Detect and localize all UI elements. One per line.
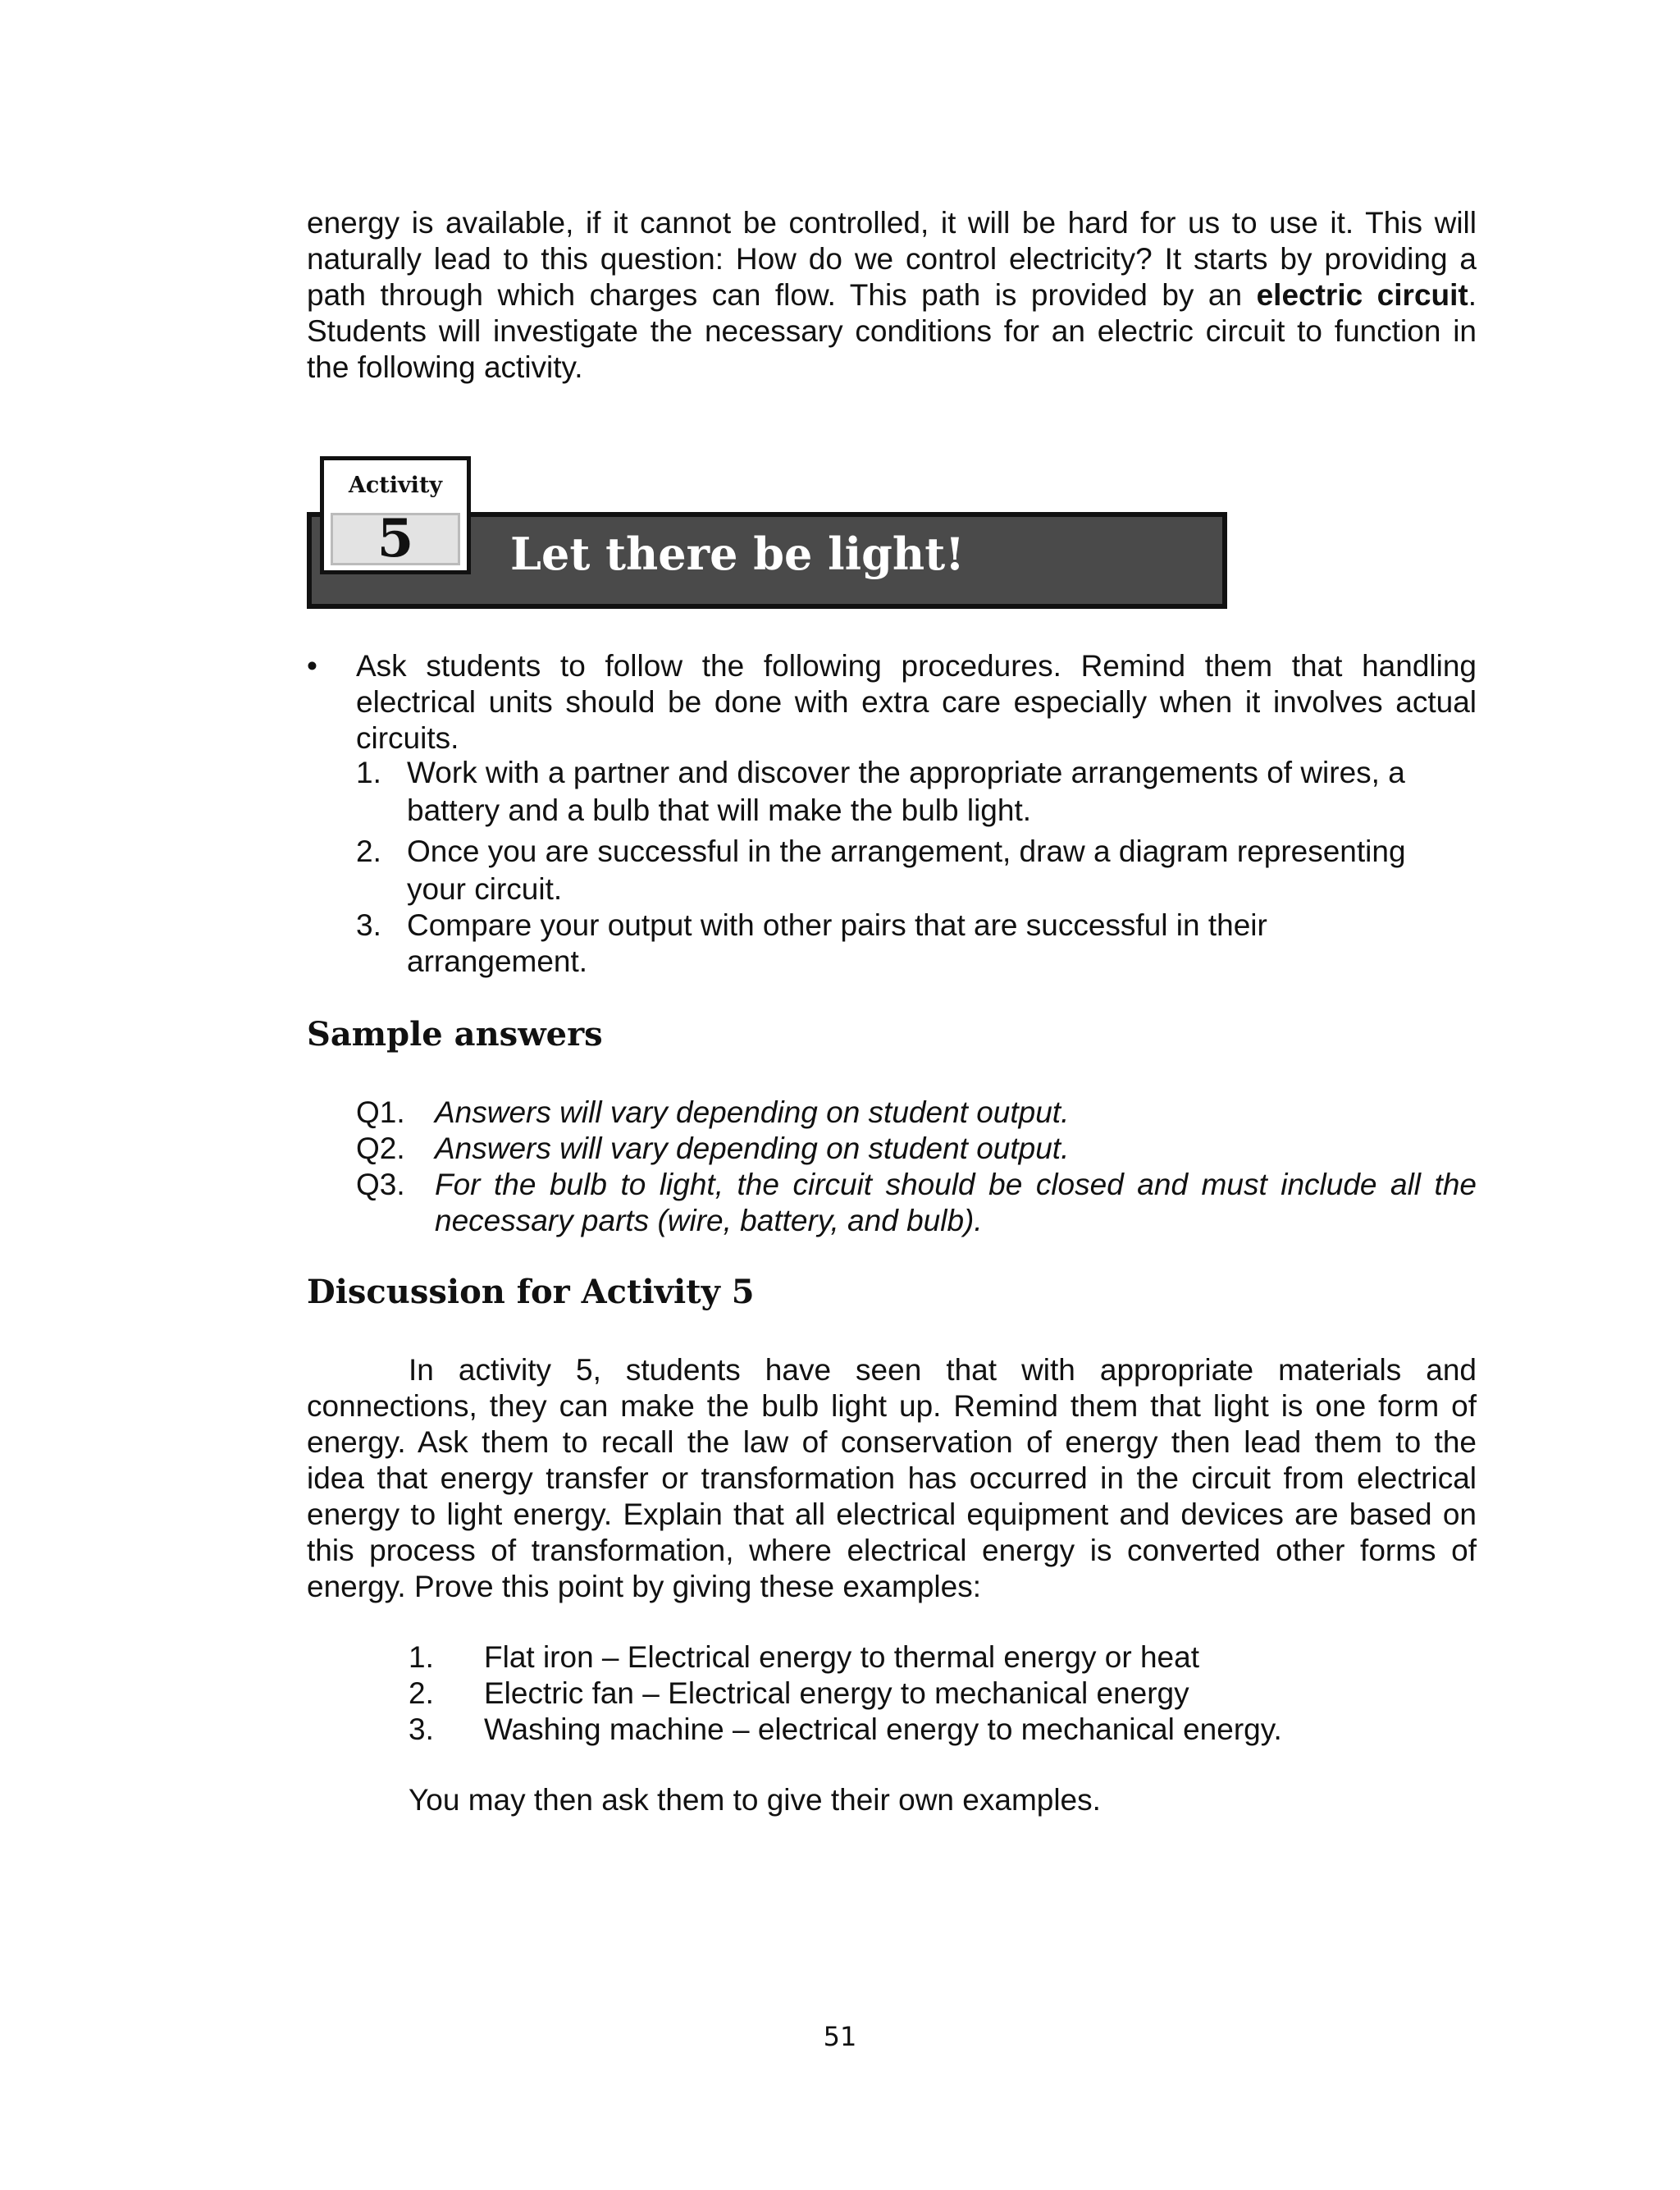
- q1-label: Q1.: [356, 1095, 405, 1129]
- activity-label: Activity: [348, 473, 443, 498]
- intro-line-3: [307, 277, 1477, 313]
- page-number: 51: [823, 2021, 857, 2052]
- example-3-text: Washing machine – electrical energy to mechanical energy.: [484, 1712, 1282, 1746]
- intro-line-5: the following activity.: [307, 350, 583, 384]
- q3-answer: [435, 1167, 1477, 1239]
- q2-label: Q2.: [356, 1132, 405, 1165]
- discussion-line-7: energy. Prove this point by giving these examples:: [307, 1570, 981, 1603]
- step-1: [407, 755, 1477, 829]
- step-1-number: 1.: [356, 756, 381, 789]
- activity-number: 5: [331, 513, 460, 565]
- example-2-number: 2.: [409, 1676, 434, 1710]
- activity-badge: [320, 456, 471, 574]
- intro-line-2: naturally lead to this question: How do we control electricity? It starts by providing a: [307, 242, 1477, 276]
- step-2: [407, 834, 1477, 908]
- q3-answer-line-2: necessary parts (wire, battery, and bulb).: [435, 1204, 983, 1237]
- closing-text: You may then ask them to give their own examples.: [409, 1783, 1101, 1817]
- discussion-paragraph: [307, 1352, 1477, 1605]
- procedure-intro: [356, 648, 1477, 757]
- example-3-number: 3.: [409, 1712, 434, 1746]
- discussion-heading: Discussion for Activity 5: [307, 1273, 755, 1311]
- step-3-number: 3.: [356, 908, 381, 942]
- step-1-line-1: Work with a partner and discover the appropriate arrangements of wires, a: [407, 756, 1405, 789]
- bullet-icon: •: [307, 649, 317, 683]
- example-1-number: 1.: [409, 1640, 434, 1674]
- step-2-line-2: your circuit.: [407, 872, 563, 906]
- step-3-line-2: arrangement.: [407, 944, 588, 978]
- q1-answer-line: Answers will vary depending on student output.: [435, 1095, 1070, 1129]
- discussion-line-2: connections, they can make the bulb light up. Remind them that light is one form of: [307, 1389, 1477, 1423]
- step-3-line-1: Compare your output with other pairs that are successful in their: [407, 908, 1267, 942]
- procedure-intro-line-1: Ask students to follow the following procedures. Remind them that handling: [356, 649, 1477, 683]
- step-2-line-1: Once you are successful in the arrangement, draw a diagram representing: [407, 834, 1406, 868]
- discussion-line-5: energy to light energy. Explain that all electrical equipment and devices are based on: [307, 1497, 1477, 1531]
- q3-answer-line-1: For the bulb to light, the circuit should be closed and must include all the: [435, 1168, 1477, 1201]
- activity-title: Let there be light!: [510, 528, 965, 580]
- step-3: [407, 908, 1477, 980]
- procedure-intro-line-2: electrical units should be done with extra care especially when it involves actual: [356, 685, 1477, 719]
- intro-line-3-text: path through which charges can flow. This path is provided by an: [307, 278, 1257, 312]
- example-1-text: Flat iron – Electrical energy to thermal energy or heat: [484, 1640, 1199, 1674]
- discussion-line-6: this process of transformation, where electrical energy is converted other forms of: [307, 1534, 1477, 1567]
- discussion-line-1: In activity 5, students have seen that with appropriate materials and: [409, 1353, 1477, 1387]
- discussion-line-3: energy. Ask them to recall the law of conservation of energy then lead them to the: [307, 1425, 1477, 1459]
- example-2-text: Electric fan – Electrical energy to mechanical energy: [484, 1676, 1189, 1710]
- intro-line-4: Students will investigate the necessary conditions for an electric circuit to function in: [307, 314, 1477, 348]
- electric-circuit-term: electric circuit: [1256, 278, 1468, 312]
- q2-answer: [435, 1131, 1477, 1167]
- discussion-line-4: idea that energy transfer or transformation has occurred in the circuit from electrical: [307, 1461, 1477, 1495]
- step-1-line-2: battery and a bulb that will make the bulb light.: [407, 793, 1032, 827]
- intro-line-1: energy is available, if it cannot be controlled, it will be hard for us to use it. This will: [307, 206, 1477, 240]
- sample-answers-heading: Sample answers: [307, 1015, 603, 1054]
- procedure-intro-line-3: circuits.: [356, 721, 459, 755]
- q1-answer: [435, 1095, 1477, 1131]
- q2-answer-line: Answers will vary depending on student output.: [435, 1132, 1070, 1165]
- step-2-number: 2.: [356, 834, 381, 868]
- intro-paragraph: [307, 205, 1477, 386]
- q3-label: Q3.: [356, 1168, 405, 1201]
- intro-line-3-period: .: [1468, 278, 1477, 312]
